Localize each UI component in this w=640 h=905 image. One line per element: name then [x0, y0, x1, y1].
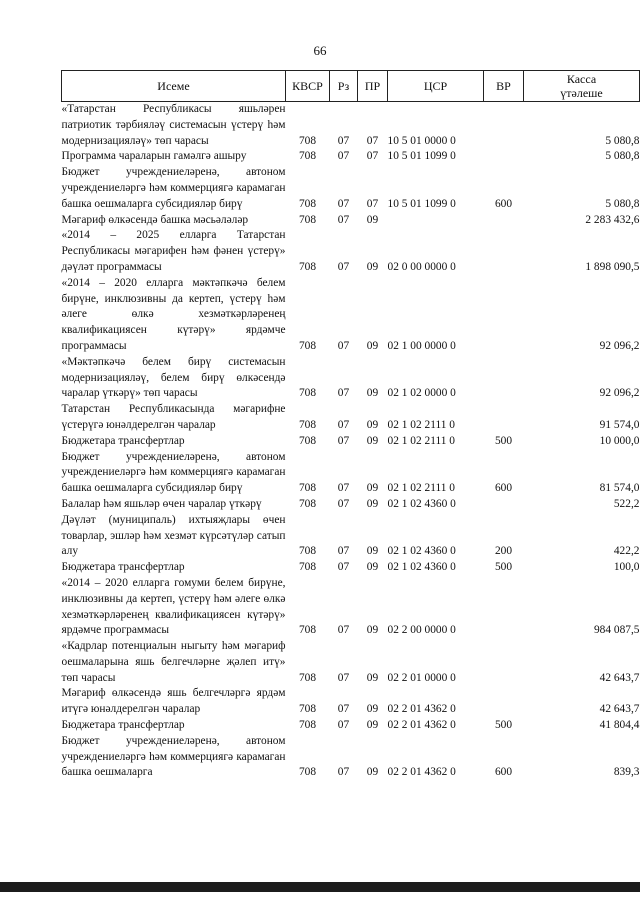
cell-kvsr: 708 — [298, 418, 317, 431]
header-kvsr: КВСР — [286, 71, 330, 102]
header-sum-line2: үтәлеше — [560, 86, 603, 100]
cell-kvsr: 708 — [298, 213, 317, 226]
header-pr: ПР — [358, 71, 388, 102]
cell-kvsr: 708 — [298, 561, 317, 574]
cell-vr — [484, 686, 524, 718]
cell-vr: 500 — [494, 561, 513, 574]
cell-vr: 500 — [494, 719, 513, 732]
cell-vr: 600 — [494, 482, 513, 495]
cell-kvsr: 708 — [298, 197, 317, 210]
cell-rz: 07 — [337, 719, 350, 732]
header-name: Исеме — [62, 71, 286, 102]
table-row — [62, 639, 640, 686]
table-row — [62, 276, 640, 355]
cell-name: «2014 – 2020 елларга мәктәпкәчә белем бирүне, инклюзивны да кертеп, үстерү һәм әлеге өлкә хезмәткәрләренең квалификациясен күтәрү» ярдәмче программасы — [61, 276, 286, 352]
cell-sum: 42 643,7 — [599, 703, 640, 716]
cell-rz: 07 — [337, 134, 350, 147]
cell-csr: 02 2 01 0000 0 — [387, 671, 456, 684]
cell-kvsr: 708 — [298, 434, 317, 447]
cell-csr: 02 1 02 4360 0 — [387, 497, 456, 510]
cell-name: Мәгариф өлкәсендә яшь белгечләргә ярдәм итүгә юнәлдерелгән чаралар — [61, 687, 286, 716]
cell-kvsr: 708 — [298, 339, 317, 352]
table-row — [62, 560, 640, 576]
cell-name: Бюджетара трансфертлар — [61, 434, 185, 447]
table-row — [62, 450, 640, 497]
cell-sum: 91 574,0 — [599, 418, 640, 431]
cell-rz: 07 — [337, 766, 350, 779]
cell-vr: 500 — [494, 434, 513, 447]
cell-vr — [484, 276, 524, 355]
cell-csr: 02 1 02 2111 0 — [387, 418, 455, 431]
cell-rz: 07 — [337, 561, 350, 574]
cell-csr: 02 2 01 4362 0 — [387, 719, 456, 732]
header-rz: Рз — [330, 71, 358, 102]
cell-pr: 09 — [366, 260, 379, 273]
cell-pr: 09 — [366, 719, 379, 732]
table-row — [62, 228, 640, 275]
cell-vr — [484, 228, 524, 275]
header-sum — [524, 71, 640, 102]
cell-pr: 09 — [366, 434, 379, 447]
cell-csr — [388, 213, 484, 229]
cell-kvsr: 708 — [298, 703, 317, 716]
cell-pr: 09 — [366, 671, 379, 684]
cell-rz: 07 — [337, 339, 350, 352]
cell-vr: 600 — [494, 197, 513, 210]
cell-csr: 10 5 01 0000 0 — [387, 134, 456, 147]
cell-name: Татарстан Республикасында мәгарифне үстерүгә юнәлдерелгән чаралар — [61, 403, 286, 431]
cell-name: Бюджет учреждениеләренә, автоном учреждениеләргә һәм коммерциягә карамаган башка оешмаларга субсидияләр бирү — [61, 450, 286, 495]
cell-pr: 07 — [366, 134, 379, 147]
table-row — [62, 734, 640, 781]
page-number: 66 — [313, 43, 327, 58]
cell-pr: 07 — [366, 150, 379, 163]
cell-pr: 09 — [366, 418, 379, 431]
cell-rz: 07 — [337, 671, 350, 684]
cell-sum: 5 080,8 — [605, 150, 640, 163]
cell-sum: 2 283 432,6 — [585, 213, 640, 226]
table-row — [62, 102, 640, 150]
cell-rz: 07 — [337, 150, 350, 163]
cell-kvsr: 708 — [298, 260, 317, 273]
table-body — [62, 102, 640, 782]
cell-rz: 07 — [337, 497, 350, 510]
cell-rz: 07 — [337, 624, 350, 637]
cell-vr — [484, 149, 524, 165]
cell-vr: 600 — [494, 766, 513, 779]
cell-name: Программа чараларын гамәлгә ашыру — [61, 150, 247, 163]
cell-kvsr: 708 — [298, 387, 317, 400]
cell-pr: 09 — [366, 213, 379, 226]
cell-csr: 10 5 01 1099 0 — [387, 150, 456, 163]
table-row — [62, 355, 640, 402]
cell-rz: 07 — [337, 545, 350, 558]
cell-sum: 41 804,4 — [599, 719, 640, 732]
cell-name: Бюджет учреждениеләренә, автоном учреждениеләргә һәм коммерциягә карамаган башка оешмаларга — [61, 734, 286, 779]
table-header-row — [62, 71, 640, 102]
cell-rz: 07 — [337, 482, 350, 495]
cell-sum: 92 096,2 — [599, 387, 640, 400]
cell-pr: 09 — [366, 703, 379, 716]
cell-sum: 984 087,5 — [593, 624, 640, 637]
cell-vr — [484, 402, 524, 434]
cell-csr: 02 1 02 2111 0 — [387, 482, 455, 495]
scan-bottom-edge — [0, 882, 640, 892]
cell-vr: 200 — [494, 545, 513, 558]
cell-name: «Мәктәпкәчә белем бирү системасын модернизацияләү, белем бирү өлкәсендә чаралар үткәрү» төп чарасы — [61, 355, 286, 400]
table-row — [62, 686, 640, 718]
cell-pr: 09 — [366, 339, 379, 352]
table-row — [62, 513, 640, 560]
cell-sum: 5 080,8 — [605, 134, 640, 147]
cell-kvsr: 708 — [298, 497, 317, 510]
cell-vr — [484, 497, 524, 513]
cell-name: Балалар һәм яшьләр өчен чаралар үткәрү — [61, 497, 262, 510]
cell-csr: 02 1 02 4360 0 — [387, 561, 456, 574]
cell-csr: 02 2 01 4362 0 — [387, 703, 456, 716]
table-row — [62, 434, 640, 450]
cell-name: Бюджетара трансфертлар — [61, 561, 185, 574]
cell-kvsr: 708 — [298, 719, 317, 732]
cell-sum: 100,0 — [613, 561, 640, 574]
cell-csr: 02 0 00 0000 0 — [387, 260, 456, 273]
cell-vr — [484, 102, 524, 150]
cell-sum: 5 080,8 — [605, 197, 640, 210]
cell-sum: 839,3 — [613, 766, 640, 779]
header-csr: ЦСР — [388, 71, 484, 102]
cell-name: «Татарстан Республикасы яшьләрен патриотик тәрбияләү системасын үстерү һәм модернизацияләү» төп чарасы — [61, 103, 286, 147]
table-row — [62, 576, 640, 639]
cell-csr: 02 1 02 2111 0 — [387, 434, 455, 447]
table-row — [62, 213, 640, 229]
cell-name: «2014 – 2025 елларга Татарстан Республикасы мәгарифен һәм фәнен үстерү» дәүләт программасы — [61, 229, 286, 273]
budget-table — [61, 70, 640, 781]
cell-kvsr: 708 — [298, 766, 317, 779]
cell-kvsr: 708 — [298, 134, 317, 147]
cell-sum: 422,2 — [613, 545, 640, 558]
cell-rz: 07 — [337, 213, 350, 226]
cell-vr — [484, 355, 524, 402]
cell-csr: 02 2 01 4362 0 — [387, 766, 456, 779]
cell-sum: 522,2 — [613, 497, 640, 510]
cell-csr: 02 1 02 0000 0 — [387, 387, 456, 400]
cell-vr — [484, 639, 524, 686]
cell-csr: 02 1 00 0000 0 — [387, 339, 456, 352]
cell-vr — [484, 213, 524, 229]
cell-name: «2014 – 2020 елларга гомуми белем бирүне, инклюзивны да кертеп, үстерү һәм әлеге өлкә хезмәткәрләренең квалификациясен күтәрү» ярдәмче программасы — [61, 576, 286, 637]
cell-vr — [484, 576, 524, 639]
cell-pr: 09 — [366, 387, 379, 400]
cell-kvsr: 708 — [298, 150, 317, 163]
cell-pr: 09 — [366, 545, 379, 558]
cell-kvsr: 708 — [298, 671, 317, 684]
cell-name: «Кадрлар потенциалын ныгыту һәм мәгариф оешмаларына яшь белгечләрне җәлеп итү» төп чарасы — [61, 640, 286, 684]
table-row — [62, 402, 640, 434]
cell-name: Бюджет учреждениеләренә, автоном учреждениеләргә һәм коммерциягә карамаган башка оешмаларга субсидияләр бирү — [61, 166, 286, 210]
header-vr: ВР — [484, 71, 524, 102]
cell-rz: 07 — [337, 387, 350, 400]
cell-pr: 09 — [366, 766, 379, 779]
cell-csr: 02 2 00 0000 0 — [387, 624, 456, 637]
cell-sum: 42 643,7 — [599, 671, 640, 684]
cell-name: Бюджетара трансфертлар — [61, 719, 185, 732]
cell-name: Мәгариф өлкәсендә башка мәсьәләләр — [61, 213, 249, 226]
cell-name: Дәүләт (муниципаль) ихтыяҗлары өчен товарлар, эшләр һәм хезмәт күрсәтүләр сатып алу — [61, 513, 286, 558]
table-row — [62, 165, 640, 212]
cell-rz: 07 — [337, 197, 350, 210]
cell-pr: 09 — [366, 561, 379, 574]
cell-csr: 10 5 01 1099 0 — [387, 197, 456, 210]
cell-pr: 09 — [366, 482, 379, 495]
cell-csr: 02 1 02 4360 0 — [387, 545, 456, 558]
cell-pr: 09 — [366, 497, 379, 510]
cell-rz: 07 — [337, 703, 350, 716]
cell-rz: 07 — [337, 434, 350, 447]
cell-sum: 81 574,0 — [599, 482, 640, 495]
cell-kvsr: 708 — [298, 545, 317, 558]
cell-kvsr: 708 — [298, 482, 317, 495]
cell-rz: 07 — [337, 260, 350, 273]
table-row — [62, 497, 640, 513]
cell-sum: 1 898 090,5 — [585, 260, 640, 273]
cell-sum: 92 096,2 — [599, 339, 640, 352]
table-row — [62, 718, 640, 734]
cell-pr: 07 — [366, 197, 379, 210]
table-row — [62, 149, 640, 165]
header-sum-line1: Касса — [566, 72, 597, 86]
cell-pr: 09 — [366, 624, 379, 637]
cell-sum: 10 000,0 — [599, 434, 640, 447]
cell-rz: 07 — [337, 418, 350, 431]
cell-kvsr: 708 — [298, 624, 317, 637]
